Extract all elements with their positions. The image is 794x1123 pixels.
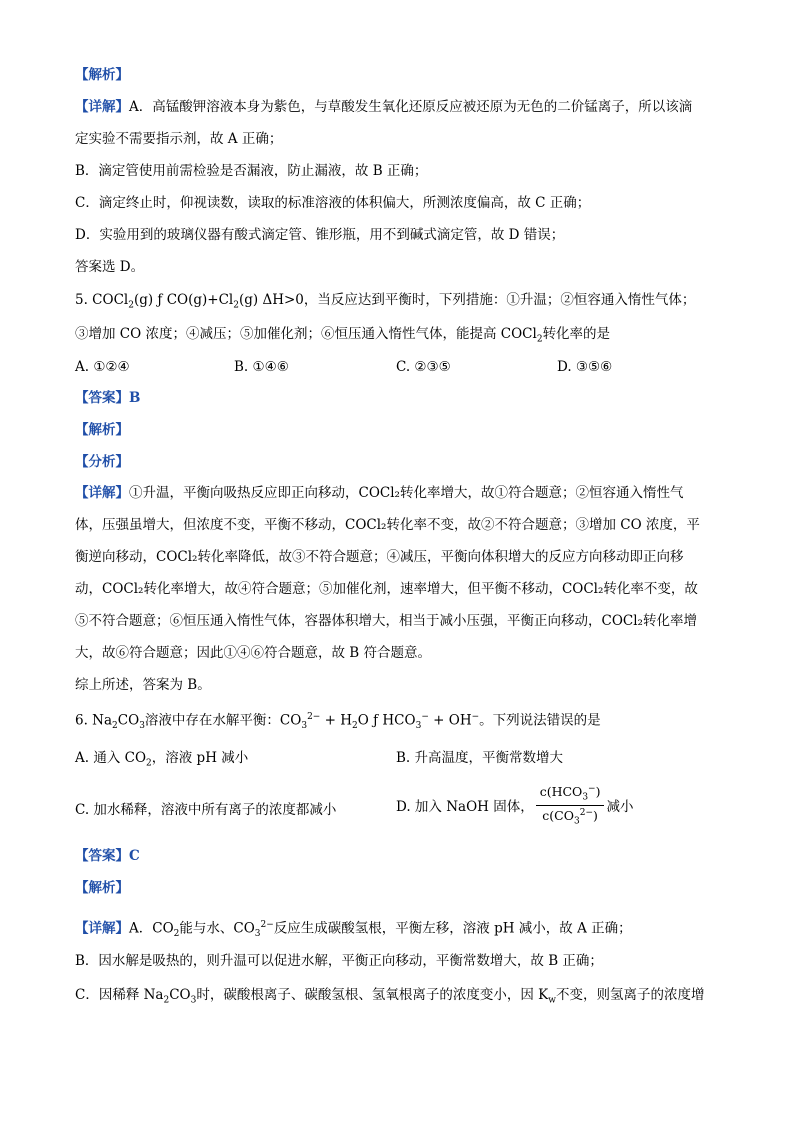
answer-tag: 【答案】B [75,390,141,406]
sup: − [471,712,480,722]
detail-line [75,916,632,943]
option-c: C. ②③⑤ [396,359,451,375]
section-tag-jiexi: 【解析】 [75,67,129,83]
text-line: 定实验不需要指示剂，故 A 正确； [75,131,283,147]
text-line: ⑤不符合题意；⑥恒压通入惰性气体，容器体积增大，相当于减小压强，平衡正向移动，COCl₂转化率增 [75,613,697,629]
text: O ƒ HCO [357,712,416,729]
text: 减小 [606,799,634,816]
text-line [75,986,704,1010]
section-tag-jiexi: 【解析】 [75,422,129,438]
text-line: C．滴定终止时，仰视读数，读取的标准溶液的体积偏大，所测浓度偏高，故 C 正确； [75,195,591,211]
question-5-stem [75,291,695,315]
text-line: 大，故⑥符合题意；因此①④⑥符合题意，故 B 符合题意。 [75,645,432,661]
option-b: B. 升高温度，平衡常数增大 [396,750,564,766]
text-line: 答案选 D。 [75,259,145,275]
sup: 2− [579,807,594,818]
text: (g) ΔH>0，当反应达到平衡时，下列措施：①升温；②恒容通入惰性气体； [238,292,696,308]
sub: 2 [352,721,358,732]
text: 溶液中存在水解平衡：CO [144,712,302,729]
text-line: B．因水解是吸热的，则升温可以促进水解，平衡正向移动，平衡常数增大，故 B 正确； [75,953,603,969]
text: 6. Na [75,712,113,729]
option-d: D. ③⑤⑥ [557,359,613,375]
section-tag-fenxi: 【分析】 [75,454,129,470]
answer-tag: 【答案】C [75,848,140,864]
sup: − [421,712,429,722]
question-6-stem [75,708,601,735]
text: 。下列说法错误的是 [479,712,601,729]
text: c(CO [542,807,574,823]
option-a [75,749,248,773]
text: + H [320,712,353,729]
sub: 2 [536,334,543,345]
sup: − [588,784,596,794]
text: 时，碳酸根离子、碳酸氢根、氢氧根离子的浓度变小，因 K [196,987,549,1003]
section-tag-jiexi: 【解析】 [75,880,129,896]
sub: 2 [173,929,180,940]
sub: 2 [128,300,134,311]
text-line: D．实验用到的玻璃仪器有酸式滴定管、锥形瓶，用不到碱式滴定管，故 D 错误； [75,227,565,243]
option-c: C. 加水稀释，溶液中所有离子的浓度都减小 [75,802,337,818]
text: ①升温，平衡向吸热反应即正向移动，COCl₂转化率增大，故①符合题意；②恒容通入惰性气 [129,485,684,501]
option-b: B. ①④⑥ [234,359,289,375]
text: ) [593,807,598,823]
text-line: 衡逆向移动，COCl₂转化率降低，故③不符合题意；④减压，平衡向体积增大的反应方向移动即正向移 [75,549,684,565]
sub: 3 [139,721,145,732]
sub: w [548,995,556,1006]
detail-tag: 【详解】 [75,920,129,937]
fraction-denominator [536,806,605,827]
text: A. 通入 CO [75,750,147,766]
text: 转化率的是 [542,326,611,342]
text-line: 综上所述，答案为 B。 [75,677,211,693]
fraction [536,784,605,826]
text: D. 加入 NaOH 固体， [396,799,534,816]
text-line: 动，COCl₂转化率增大，故④符合题意；⑤加催化剂，速率增大，但平衡不移动，COCl₂转化率不变，故 [75,581,698,597]
fraction-numerator [536,784,605,806]
detail-tag: 【详解】 [75,99,129,115]
text: + OH [428,712,472,729]
text-line: 体，压强虽增大，但浓度不变，平衡不移动，COCl₂转化率不变，故②不符合题意；③增加 CO 浓度，平 [75,517,700,533]
text: CO [169,987,191,1003]
text: A．高锰酸钾溶液本身为紫色，与草酸发生氧化还原反应被还原为无色的二价锰离子，所以该滴 [129,99,693,115]
text: ③增加 CO 浓度；④减压；⑤加催化剂；⑥恒压通入惰性气体，能提高 COCl [75,326,537,342]
sub: 2 [112,721,118,732]
detail-line [75,98,692,116]
sub: 3 [415,721,422,732]
text: 不变，则氢离子的浓度增 [555,987,705,1003]
option-d [396,784,633,826]
text: 能与水、CO [179,920,255,937]
text: 反应生成碳酸氢根，平衡左移，溶液 pH 减小，故 A 正确； [273,920,632,937]
sub: 3 [574,816,580,827]
detail-tag: 【详解】 [75,485,129,501]
detail-line [75,484,683,502]
question-5-stem-cont [75,325,610,349]
text: A．CO [129,920,174,937]
sub: 3 [301,721,308,732]
sub: 3 [190,995,197,1006]
text: c(HCO [539,784,583,800]
text-line: B．滴定管使用前需检验是否漏液，防止漏液，故 B 正确； [75,163,428,179]
sub: 2 [163,995,170,1006]
sub: 3 [254,929,261,940]
sup: 2− [307,712,321,722]
text: C．因稀释 Na [75,987,164,1003]
text: CO [117,712,140,729]
option-a: A. ①②④ [75,359,130,375]
sub: 3 [582,792,589,803]
sub: 2 [146,758,152,769]
sup: 2− [260,920,274,930]
text: ) [595,784,601,800]
text: ，溶液 pH 减小 [151,750,249,766]
sub: 2 [233,300,239,311]
text: (g) ƒ CO(g)+Cl [133,292,234,308]
text: 5. COCl [75,292,129,308]
